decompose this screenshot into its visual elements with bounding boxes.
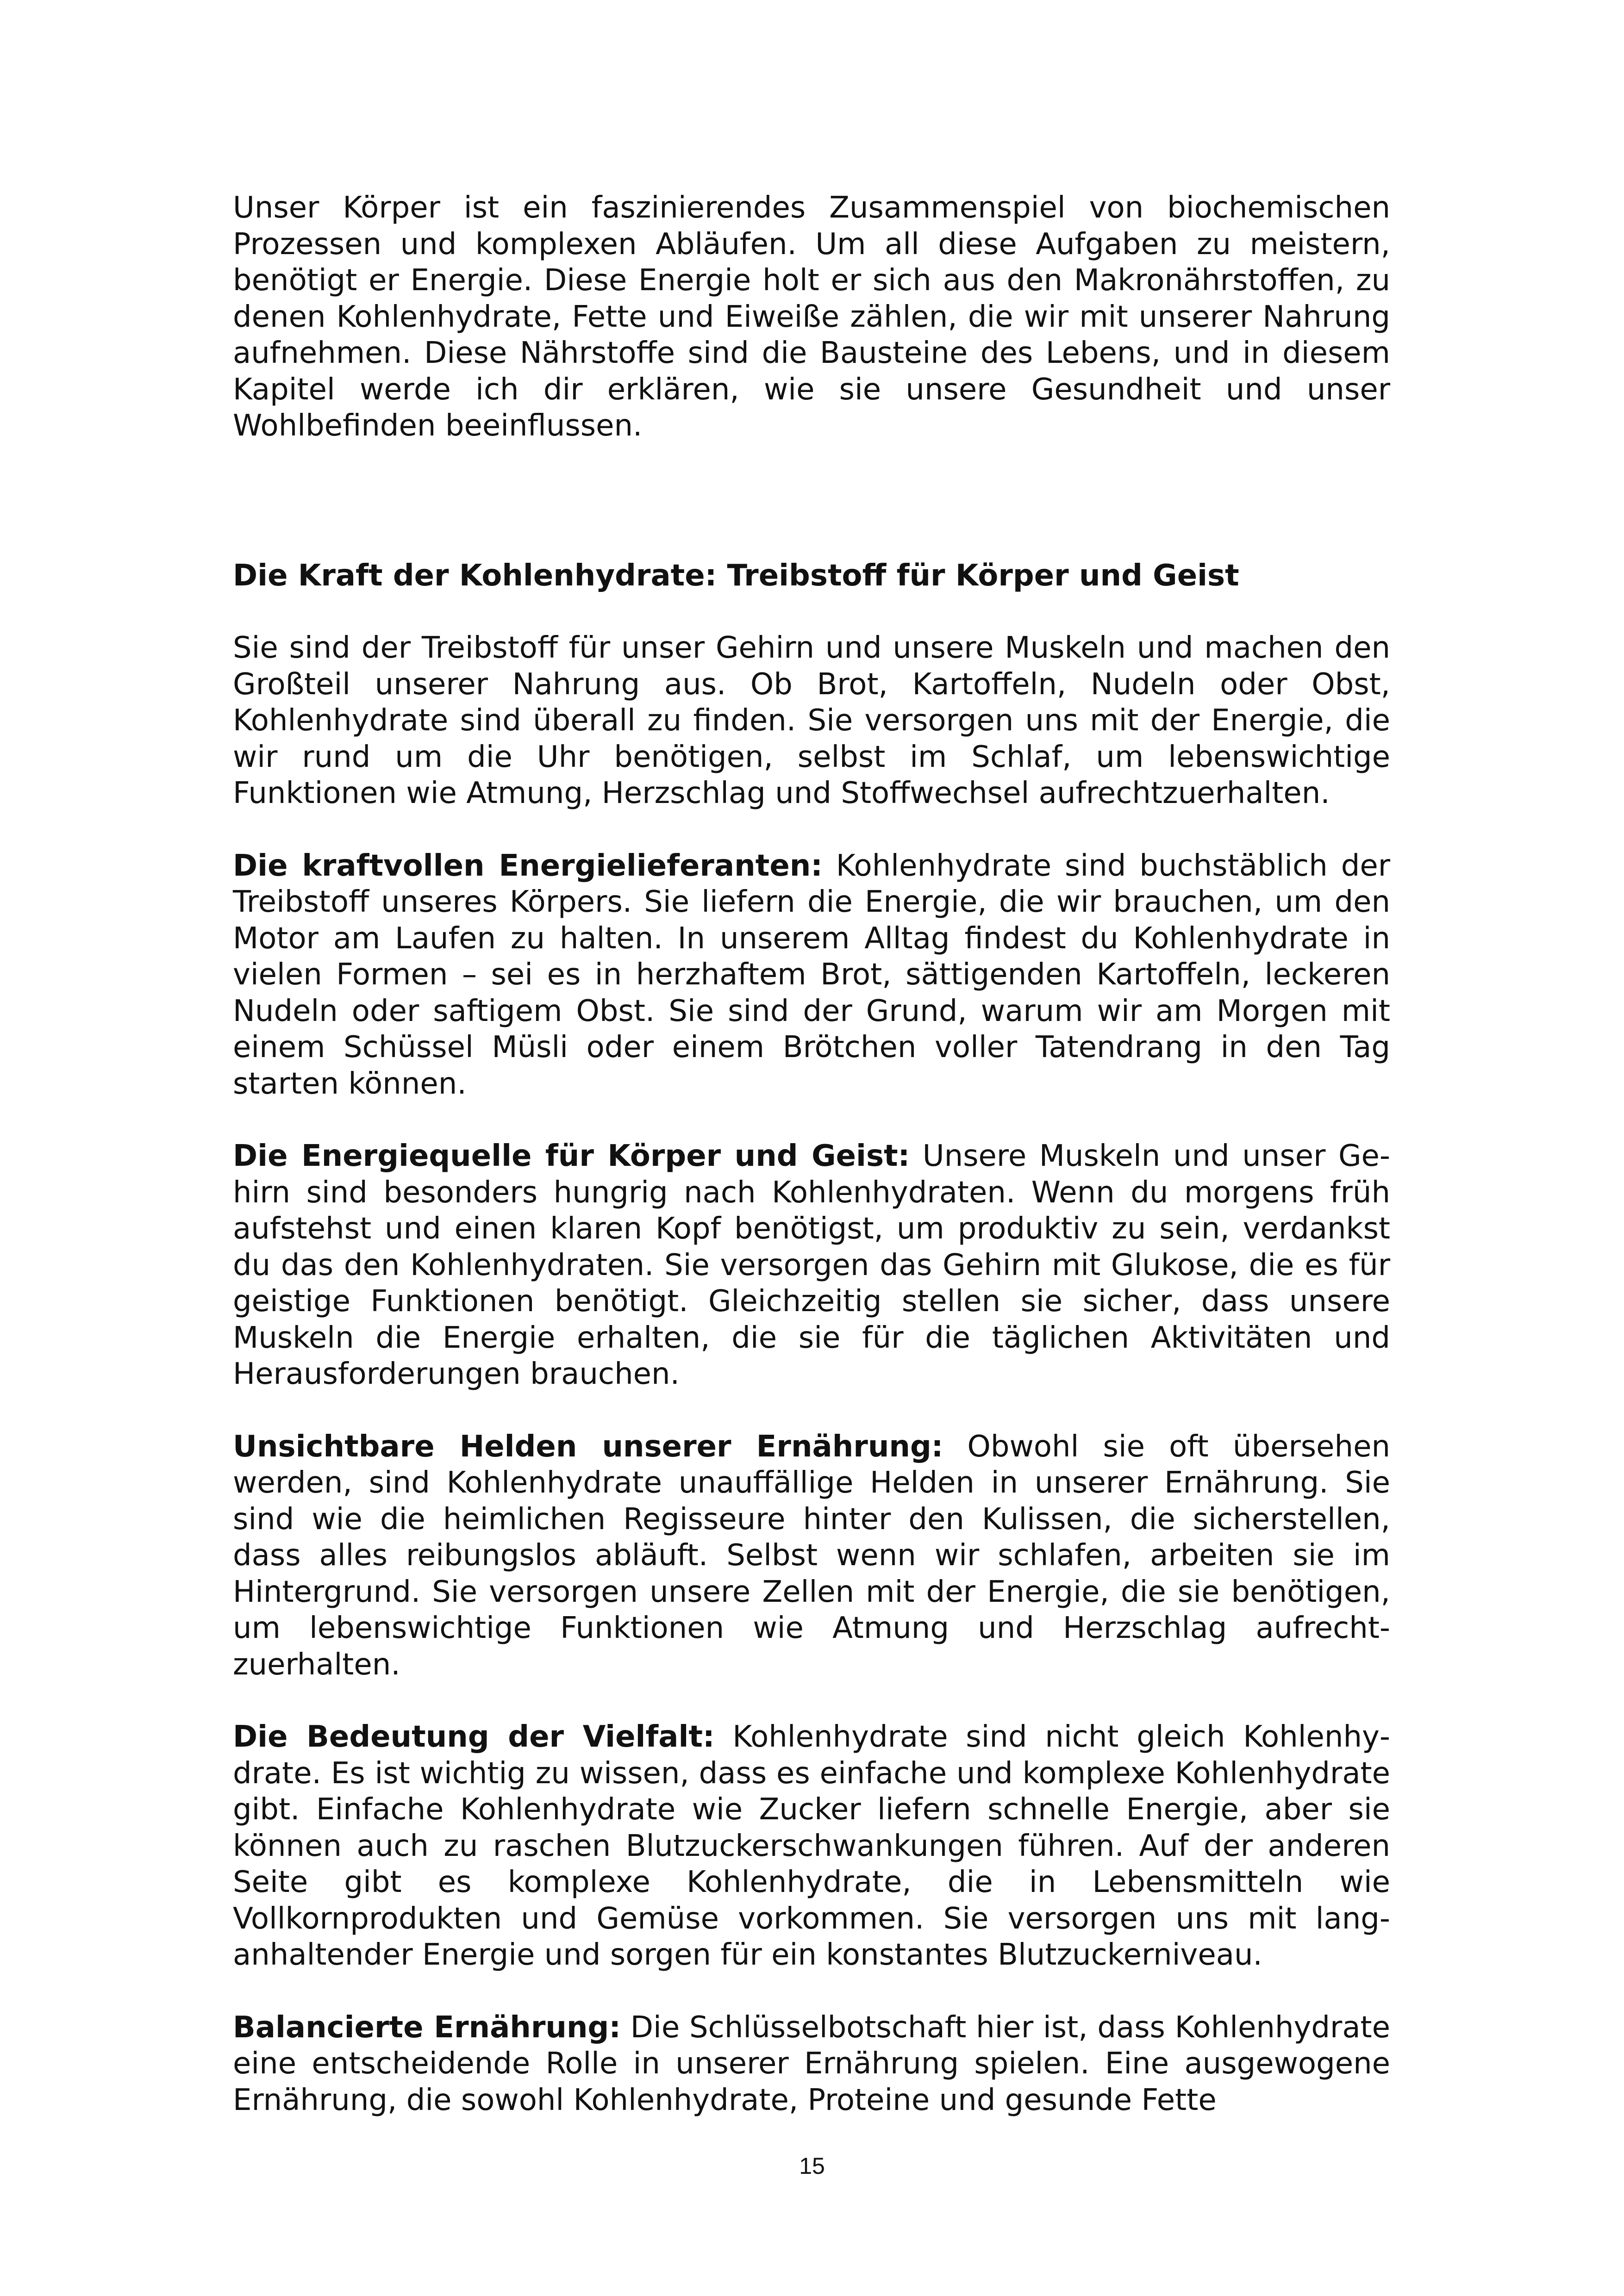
spacer	[233, 1973, 1390, 2010]
paragraph-variety	[233, 1719, 1390, 1973]
spacer	[233, 1393, 1390, 1429]
spacer	[233, 1683, 1390, 1719]
paragraph-text: Kohlenhydrate sind nicht gleich Kohlenhydrate. Es ist wichtig zu wissen, dass es einfache und komplexe Kohlenhydrate gibt. Einfache Kohlenhydrate wie Zucker liefern schnelle Energie, aber sie können auch zu raschen Blutzuckerschwankungen führen. Auf der anderen Seite gibt es komplexe Kohlenhydrate, die in Lebensmitteln wie Vollkornprodukten und Gemüse vorkommen. Sie versorgen uns mit langanhaltender Energie und sorgen für ein konstantes Blutzuckerniveau.	[233, 1720, 1390, 1972]
paragraph-lead: Die kraftvollen Energielieferanten:	[233, 848, 823, 883]
document-page	[233, 190, 1390, 2118]
section-heading: Die Kraft der Kohlenhydrate: Treibstoff für Körper und Geist	[233, 558, 1239, 593]
paragraph-lead: Die Energiequelle für Körper und Geist:	[233, 1139, 910, 1173]
page-number: 15	[799, 2153, 825, 2179]
intro-paragraph: Unser Körper ist ein faszinierendes Zusammenspiel von biochemischen Prozessen und komplexen Abläufen. Um all diese Aufgaben zu meistern, benötigt er Energie. Diese Energie holt er sich aus den Makronährstoffen, zu denen Kohlenhydrate, Fette und Eiweiße zählen, die wir mit unserer Nahrung aufnehmen. Diese Nährstoffe sind die Bausteine des Lebens, und in diesem Kapitel werde ich dir erklären, wie sie unsere Gesundheit und unser Wohlbefinden beeinflussen.	[233, 191, 1390, 443]
paragraph-lead: Balancierte Ernährung:	[233, 2010, 621, 2045]
paragraph-invisible-heroes	[233, 1429, 1390, 1683]
paragraph-lead: Unsichtbare Helden unserer Ernährung:	[233, 1429, 943, 1464]
spacer	[233, 1102, 1390, 1138]
paragraph-text: Obwohl sie oft übersehen werden, sind Kohlenhydrate unauffällige Helden in unserer Ernährung. Sie sind wie die heimlichen Regisseure hinter den Kulissen, die sicherstellen, dass alles reibungslos abläuft. Selbst wenn wir schlafen, arbeiten sie im Hintergrund. Sie versorgen unsere Zellen mit der Energie, die sie benötigen, um lebenswichtige Funktionen wie Atmung und Herzschlag aufrechtzuerhalten.	[233, 1429, 1391, 1682]
paragraph-balanced-diet	[233, 2010, 1390, 2119]
paragraph-energy-source	[233, 1138, 1390, 1393]
paragraph-energy-suppliers	[233, 848, 1390, 1102]
paragraph-text: Die Schlüsselbotschaft hier ist, dass Kohlenhydrate eine entscheidende Rolle in unserer Ernährung spielen. Eine ausgewogene Ernährung, die sowohl Kohlenhydrate, Proteine und gesunde Fette	[233, 2010, 1391, 2117]
paragraph-text: Kohlenhydrate sind buchstäblich der Treibstoff unseres Körpers. Sie liefern die Energie, die wir brauchen, um den Motor am Laufen zu halten. In unserem Alltag findest du Kohlenhydrate in vielen Formen – sei es in herzhaftem Brot, sättigenden Kartoffeln, leckeren Nudeln oder saftigem Obst. Sie sind der Grund, warum wir am Morgen mit einem Schüssel Müsli oder einem Brötchen voller Tatendrang in den Tag starten können.	[233, 848, 1390, 1101]
spacer	[233, 812, 1390, 848]
paragraph-lead: Die Bedeutung der Vielfalt:	[233, 1720, 715, 1754]
paragraph-text: Unsere Muskeln und unser Gehirn sind besonders hungrig nach Kohlenhydraten. Wenn du morgens früh aufstehst und einen klaren Kopf benötigst, um produktiv zu sein, verdankst du das den Kohlenhydraten. Sie versorgen das Gehirn mit Glukose, die es für geistige Funktionen benötigt. Gleichzeitig stellen sie sicher, dass unsere Muskeln die Energie erhalten, die sie für die täglichen Aktivitäten und Herausforderungen brauchen.	[233, 1139, 1391, 1391]
spacer	[233, 444, 1390, 558]
spacer	[233, 594, 1390, 630]
section-intro-paragraph: Sie sind der Treibstoff für unser Gehirn und unsere Muskeln und machen den Großteil unserer Nahrung aus. Ob Brot, Kartoffeln, Nudeln oder Obst, Kohlenhydrate sind überall zu finden. Sie versorgen uns mit der Energie, die wir rund um die Uhr benötigen, selbst im Schlaf, um lebenswichtige Funktionen wie Atmung, Herzschlag und Stoffwechsel aufrechtzuerhalten.	[233, 631, 1390, 810]
